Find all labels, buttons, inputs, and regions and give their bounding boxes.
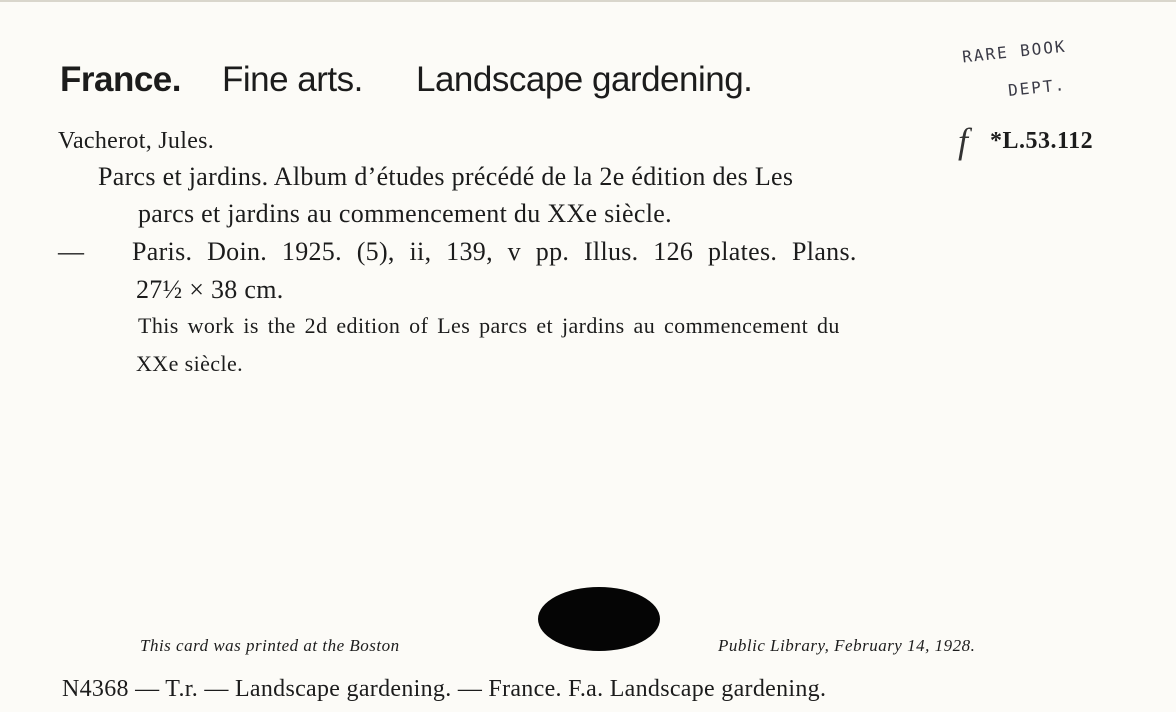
tracings: N4368 — T.r. — Landscape gardening. — France. F.a. Landscape gardening. — [62, 676, 827, 702]
call-number: *L.53.112 — [990, 128, 1094, 154]
rare-book-stamp-line1: RARE BOOK — [961, 36, 1068, 67]
handwritten-call-mark: f — [958, 121, 969, 161]
printed-statement-right: Public Library, February 14, 1928. — [718, 636, 976, 655]
imprint-line-1: Paris. Doin. 1925. (5), ii, 139, v pp. Illus. 126 plates. Plans. — [132, 237, 857, 266]
imprint-dash: — — [58, 237, 84, 266]
title-line-1: Parcs et jardins. Album d’études précédé de la 2e édition des Les — [98, 162, 794, 191]
author-entry: Vacherot, Jules. — [58, 128, 215, 154]
imprint-line-2: 27½ × 38 cm. — [136, 275, 284, 304]
note-line-2: XXe siècle. — [136, 351, 244, 376]
subject-subdivision-fine-arts: Fine arts. — [222, 60, 363, 99]
note-line-1: This work is the 2d edition of Les parcs et jardins au commencement du — [138, 313, 840, 338]
subject-subdivision-landscape: Landscape gardening. — [416, 60, 753, 99]
printed-statement-left: This card was printed at the Boston — [140, 636, 400, 655]
rare-book-stamp-line2: DEPT. — [1007, 75, 1068, 100]
ink-blot — [538, 587, 660, 651]
title-line-2: parcs et jardins au commencement du XXe siècle. — [138, 199, 672, 228]
subject-heading: France. — [60, 60, 181, 99]
